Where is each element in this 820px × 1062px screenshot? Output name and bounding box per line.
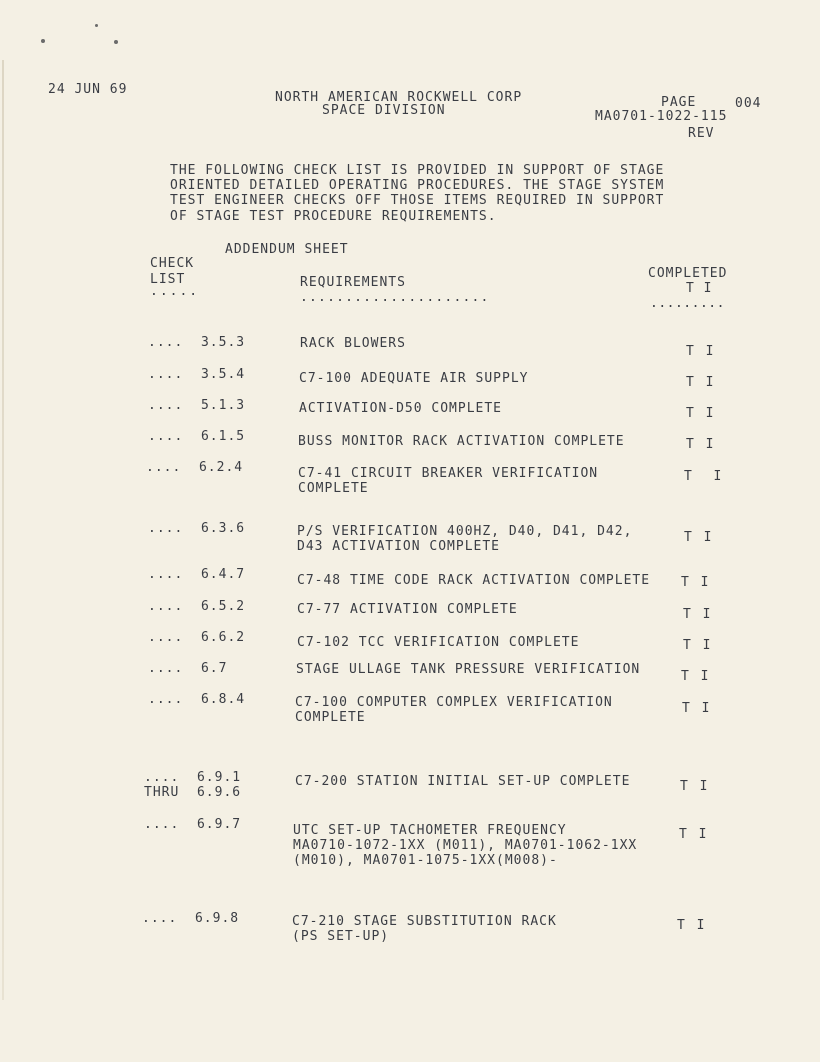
row-requirement: C7-77 ACTIVATION COMPLETE xyxy=(297,602,518,617)
company-name: NORTH AMERICAN ROCKWELL CORP xyxy=(275,90,523,105)
col-completed-header: T I xyxy=(686,281,713,296)
row-check-ref: .... 6.4.7 xyxy=(148,567,246,582)
col-req-underline: ..................... xyxy=(300,290,490,305)
page-number: 004 xyxy=(735,96,762,111)
doc-number: MA0701-1022-115 xyxy=(595,109,728,124)
doc-date: 24 JUN 69 xyxy=(48,82,128,97)
row-completed: T I xyxy=(686,406,716,421)
row-completed: T I xyxy=(680,779,710,794)
row-completed: T I xyxy=(686,375,716,390)
intro-line: OF STAGE TEST PROCEDURE REQUIREMENTS. xyxy=(170,209,497,224)
row-requirement: C7-41 CIRCUIT BREAKER VERIFICATION COMPLETE xyxy=(298,466,599,496)
row-requirement: RACK BLOWERS xyxy=(300,336,406,351)
row-check-ref: .... 6.3.6 xyxy=(148,521,246,536)
row-check-ref: .... 6.9.8 xyxy=(142,911,240,926)
row-requirement: C7-100 ADEQUATE AIR SUPPLY xyxy=(299,371,529,386)
row-check-ref: .... 3.5.3 xyxy=(148,335,246,350)
row-check-ref: .... 6.2.4 xyxy=(146,460,244,475)
col-check-underline: ..... xyxy=(150,284,200,299)
addendum-title: ADDENDUM SHEET xyxy=(225,242,349,257)
intro-line: THE FOLLOWING CHECK LIST IS PROVIDED IN SUPPORT OF STAGE xyxy=(170,163,665,178)
division-name: SPACE DIVISION xyxy=(322,103,446,118)
row-requirement: C7-100 COMPUTER COMPLEX VERIFICATION COMPLETE xyxy=(295,695,613,725)
row-check-ref: .... 6.8.4 xyxy=(148,692,246,707)
page-label: PAGE xyxy=(661,95,697,110)
row-requirement: STAGE ULLAGE TANK PRESSURE VERIFICATION xyxy=(296,662,641,677)
intro-line: TEST ENGINEER CHECKS OFF THOSE ITEMS REQUIRED IN SUPPORT xyxy=(170,193,665,208)
row-completed: T I xyxy=(686,437,716,452)
row-completed: T I xyxy=(679,827,709,842)
ink-speck xyxy=(95,24,98,27)
row-completed: T I xyxy=(682,701,712,716)
row-check-ref: .... 3.5.4 xyxy=(148,367,246,382)
row-completed: T I xyxy=(684,530,714,545)
col-completed-underline: ......... xyxy=(650,296,725,311)
row-check-ref: .... 6.9.1 THRU 6.9.6 xyxy=(144,770,242,800)
row-completed: T I xyxy=(683,638,713,653)
row-check-ref: .... 6.1.5 xyxy=(148,429,246,444)
row-completed: T I xyxy=(686,344,716,359)
col-req-header: REQUIREMENTS xyxy=(300,275,406,290)
row-requirement: BUSS MONITOR RACK ACTIVATION COMPLETE xyxy=(298,434,625,449)
col-check-header: CHECK xyxy=(150,256,195,271)
row-requirement: C7-200 STATION INITIAL SET-UP COMPLETE xyxy=(295,774,631,789)
row-requirement: ACTIVATION-D50 COMPLETE xyxy=(299,401,503,416)
row-completed: T I xyxy=(677,918,707,933)
col-completed-header: COMPLETED xyxy=(648,266,728,281)
row-check-ref: .... 5.1.3 xyxy=(148,398,246,413)
row-requirement: C7-210 STAGE SUBSTITUTION RACK (PS SET-UP) xyxy=(292,914,557,944)
row-check-ref: .... 6.5.2 xyxy=(148,599,246,614)
row-requirement: C7-48 TIME CODE RACK ACTIVATION COMPLETE xyxy=(297,573,651,588)
row-completed: T I xyxy=(681,669,711,684)
row-requirement: UTC SET-UP TACHOMETER FREQUENCY MA0710-1072-1XX (M011), MA0701-1062-1XX (M010), MA0701-1075-1XX(M008)- xyxy=(293,823,638,868)
col-check-header: LIST xyxy=(150,272,186,287)
row-requirement: P/S VERIFICATION 400HZ, D40, D41, D42, D43 ACTIVATION COMPLETE xyxy=(297,524,633,554)
row-check-ref: .... 6.7 xyxy=(148,661,228,676)
row-completed: T I xyxy=(683,607,713,622)
row-completed: T I xyxy=(684,469,724,484)
revision-label: REV xyxy=(688,126,715,141)
row-completed: T I xyxy=(681,575,711,590)
ink-speck xyxy=(114,40,118,44)
page-edge-shadow xyxy=(2,60,4,1000)
row-check-ref: .... 6.9.7 xyxy=(144,817,242,832)
intro-line: ORIENTED DETAILED OPERATING PROCEDURES. THE STAGE SYSTEM xyxy=(170,178,665,193)
ink-speck xyxy=(41,39,45,43)
row-check-ref: .... 6.6.2 xyxy=(148,630,246,645)
row-requirement: C7-102 TCC VERIFICATION COMPLETE xyxy=(297,635,580,650)
